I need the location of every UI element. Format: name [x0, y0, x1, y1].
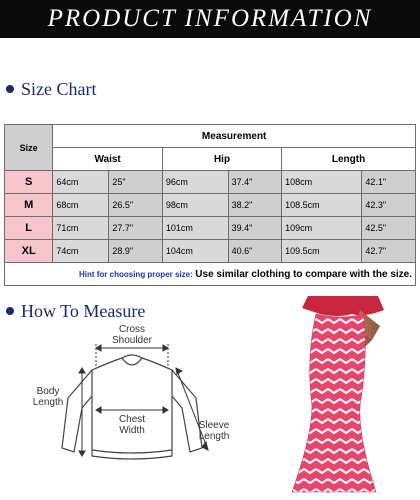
value-cell: 42.5" [362, 217, 416, 240]
size-chart-heading [6, 78, 96, 100]
value-cell: 40.6" [228, 240, 282, 263]
table-row [5, 171, 416, 194]
value-cell: 108cm [282, 171, 362, 194]
length-header: Length [282, 148, 416, 171]
value-cell: 42.3" [362, 194, 416, 217]
chest-width-line2: Width [119, 425, 145, 436]
value-cell: 27.7" [109, 217, 163, 240]
chest-width-label [112, 414, 152, 436]
body-length-label [28, 386, 68, 408]
sleeve-length-line1: Sleeve [198, 420, 230, 431]
waist-header: Waist [53, 148, 163, 171]
value-cell: 64cm [53, 171, 109, 194]
hip-header: Hip [162, 148, 281, 171]
bullet-icon [6, 307, 14, 315]
body-length-line2: Length [32, 397, 64, 408]
size-chart-table [4, 124, 416, 286]
product-info-banner: PRODUCT INFORMATION [0, 0, 420, 38]
value-cell: 68cm [53, 194, 109, 217]
size-cell: M [5, 194, 53, 217]
hint-label: Hint for choosing proper size: [78, 269, 193, 279]
value-cell: 71cm [53, 217, 109, 240]
how-to-measure-title: How To Measure [21, 300, 146, 321]
hint-row [5, 263, 416, 286]
cross-shoulder-line1: Cross [118, 324, 146, 335]
sleeve-length-line2: Length [198, 431, 230, 442]
measure-diagram [22, 324, 242, 478]
value-cell: 74cm [53, 240, 109, 263]
cross-shoulder-label [96, 324, 168, 346]
value-cell: 25" [109, 171, 163, 194]
value-cell: 39.4" [228, 217, 282, 240]
size-chart-title: Size Chart [21, 78, 97, 99]
size-cell: L [5, 217, 53, 240]
value-cell: 108.5cm [282, 194, 362, 217]
value-cell: 109cm [282, 217, 362, 240]
size-cell: XL [5, 240, 53, 263]
body-length-line1: Body [36, 386, 60, 397]
size-cell: S [5, 171, 53, 194]
chevron-skirt-photo-icon [268, 296, 414, 496]
value-cell: 38.2" [228, 194, 282, 217]
value-cell: 37.4" [228, 171, 282, 194]
hint-cell [5, 263, 416, 286]
value-cell: 28.9" [109, 240, 163, 263]
value-cell: 42.7" [362, 240, 416, 263]
value-cell: 26.5" [109, 194, 163, 217]
table-row [5, 217, 416, 240]
hint-text: Use similar clothing to compare with the size. [195, 268, 412, 280]
value-cell: 101cm [162, 217, 228, 240]
table-row [5, 240, 416, 263]
chest-width-line1: Chest [118, 414, 146, 425]
value-cell: 96cm [162, 171, 228, 194]
bullet-icon [6, 85, 14, 93]
value-cell: 109.5cm [282, 240, 362, 263]
value-cell: 98cm [162, 194, 228, 217]
value-cell: 104cm [162, 240, 228, 263]
sleeve-length-label [190, 420, 238, 442]
value-cell: 42.1" [362, 171, 416, 194]
table-row [5, 194, 416, 217]
product-photo [268, 296, 414, 496]
size-column-header: Size [5, 125, 53, 171]
cross-shoulder-line2: Shoulder [111, 335, 153, 346]
measurement-header: Measurement [53, 125, 416, 148]
how-to-measure-heading [6, 300, 145, 322]
